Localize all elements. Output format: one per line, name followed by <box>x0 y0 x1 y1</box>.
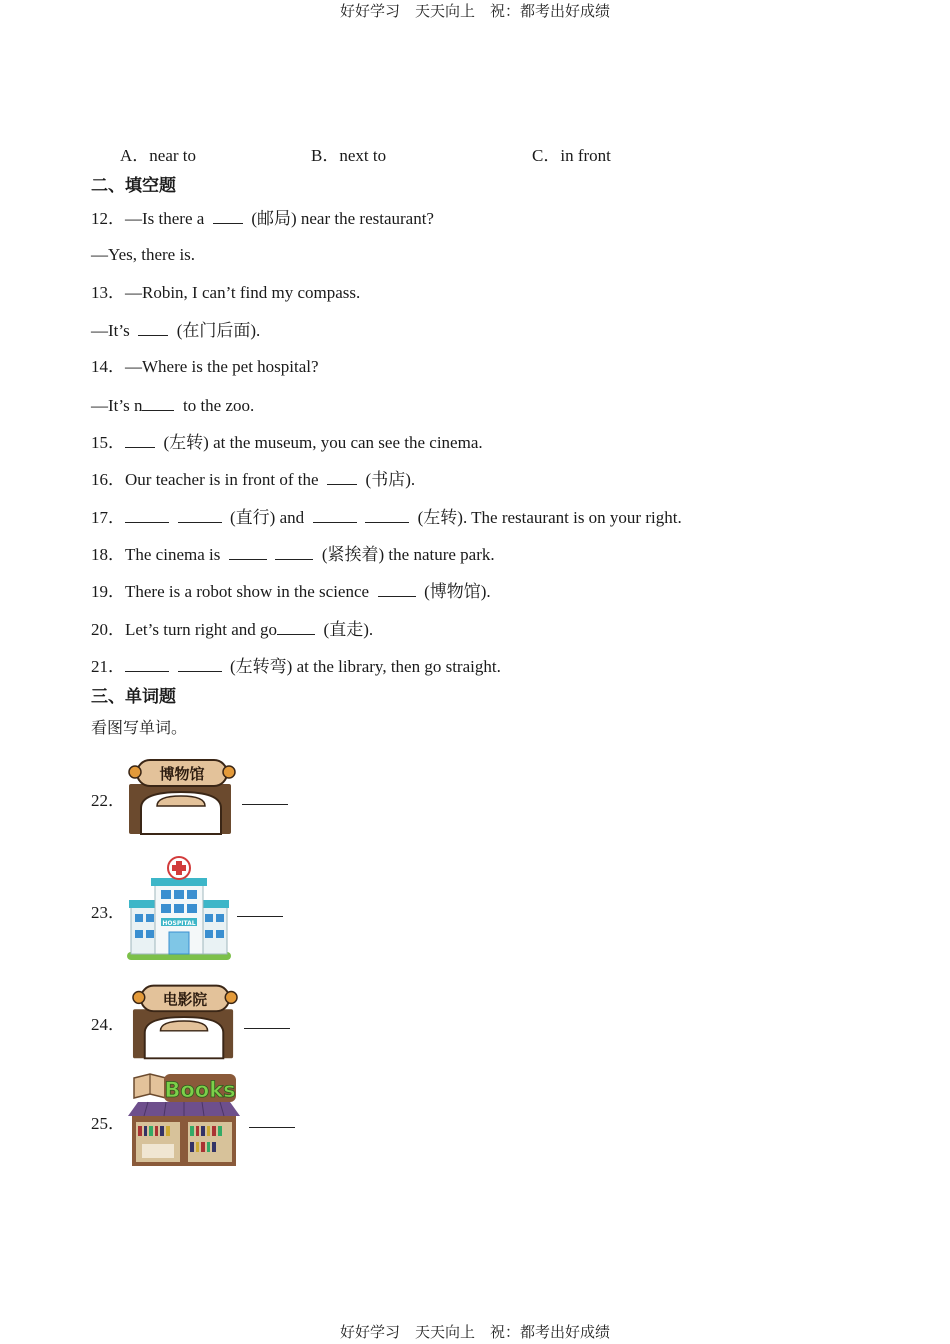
question-22-number: 22． <box>91 791 125 810</box>
blank-14[interactable] <box>142 394 174 411</box>
blank-20[interactable] <box>277 618 315 635</box>
answer-22[interactable] <box>242 788 288 810</box>
page-header: 好好学习 天天向上 祝：都考出好成绩 <box>339 2 610 20</box>
question-12: 12．—Is there a (邮局) near the restaurant? <box>91 209 434 228</box>
question-20: 20．Let’s turn right and go (直走). <box>91 620 374 639</box>
blank-17c[interactable] <box>313 506 357 523</box>
answer-25[interactable] <box>249 1111 295 1133</box>
answer-14: —It’s n to the zoo. <box>91 396 255 415</box>
question-14: 14．—Where is the pet hospital? <box>91 357 319 376</box>
blank-12[interactable] <box>213 207 243 224</box>
blank-15[interactable] <box>125 431 155 448</box>
blank-13[interactable] <box>138 319 168 336</box>
blank-17a[interactable] <box>125 506 169 523</box>
question-13: 13．—Robin, I can’t find my compass. <box>91 283 361 302</box>
option-a[interactable]: A．near to <box>120 146 197 165</box>
hospital-sign-text: HOSPITAL <box>162 920 196 927</box>
cinema-sign-text: 电影院 <box>162 991 208 1009</box>
question-23-number: 23． <box>91 903 125 922</box>
blank-21b[interactable] <box>178 655 222 672</box>
bookstore-icon <box>128 1072 240 1168</box>
instruction: 看图写单词。 <box>91 718 188 737</box>
section-title-fill-blank: 二、填空题 <box>91 176 176 196</box>
question-21: 21． (左转弯) at the library, then go straight. <box>91 657 501 676</box>
question-15: 15． (左转) at the museum, you can see the cinema. <box>91 433 483 452</box>
question-18: 18．The cinema is (紧挨着) the nature park. <box>91 545 495 564</box>
blank-17b[interactable] <box>178 506 222 523</box>
answer-24[interactable] <box>244 1012 290 1034</box>
question-17: 17． (直行) and (左转). The restaurant is on your right. <box>91 508 682 527</box>
page-footer: 好好学习 天天向上 祝：都考出好成绩 <box>339 1323 610 1341</box>
blank-19[interactable] <box>378 580 416 597</box>
blank-17d[interactable] <box>365 506 409 523</box>
blank-16[interactable] <box>327 468 357 485</box>
answer-12: —Yes, there is. <box>91 245 196 264</box>
question-25-number: 25． <box>91 1114 125 1133</box>
blank-21a[interactable] <box>125 655 169 672</box>
museum-sign-text: 博物馆 <box>159 765 205 783</box>
question-24-number: 24． <box>91 1015 125 1034</box>
section-title-word: 三、单词题 <box>91 687 176 707</box>
answer-23[interactable] <box>237 900 283 922</box>
option-b[interactable]: B．next to <box>311 146 387 165</box>
cinema-icon <box>131 980 239 1062</box>
blank-18a[interactable] <box>229 543 267 560</box>
books-sign-text: Books <box>164 1078 236 1102</box>
question-16: 16．Our teacher is in front of the (书店). <box>91 470 416 489</box>
answer-13: —It’s (在门后面). <box>91 321 261 340</box>
museum-icon <box>127 756 237 836</box>
hospital-icon <box>127 856 231 962</box>
question-19: 19．There is a robot show in the science (博物馆). <box>91 582 491 601</box>
blank-18b[interactable] <box>275 543 313 560</box>
option-c[interactable]: C．in front <box>532 146 611 165</box>
